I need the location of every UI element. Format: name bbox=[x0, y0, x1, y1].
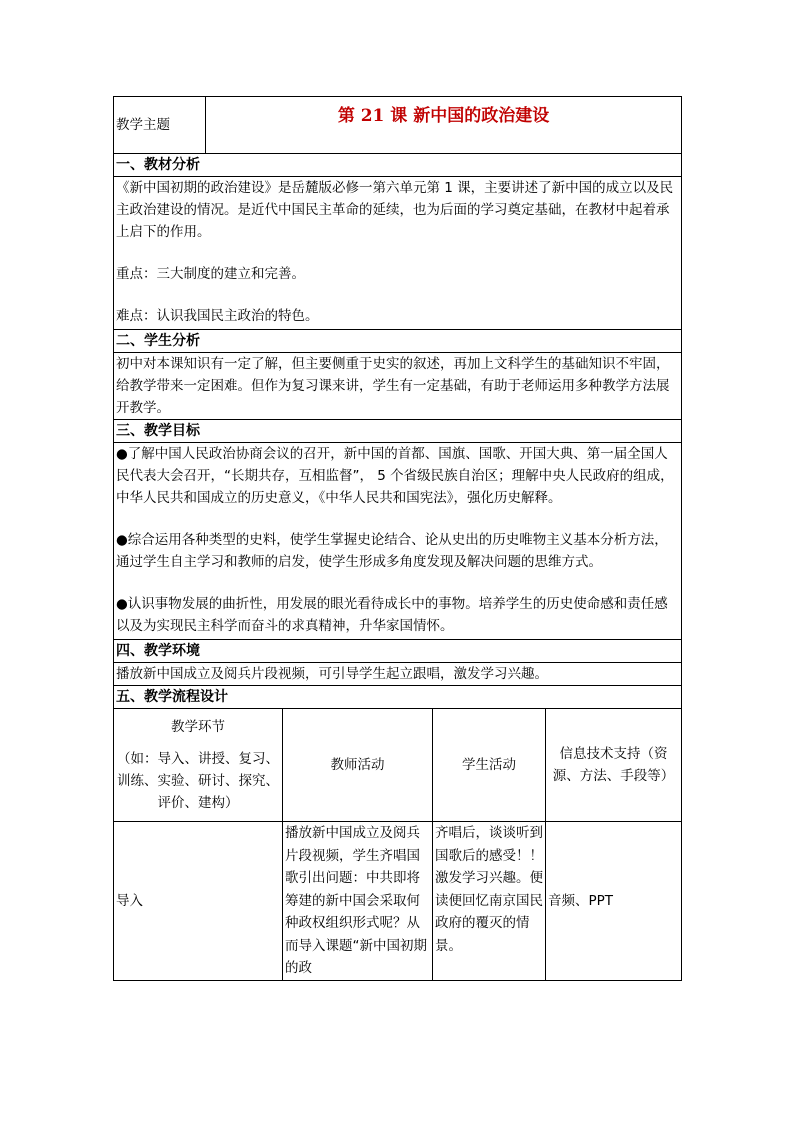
header-tech-support: 信息技术支持（资源、方法、手段等） bbox=[546, 709, 682, 822]
goal-2-text: ●综合运用各种类型的史料，使学生掌握史论结合、论从史出的历史唯物主义基本分析方法，通过学生自主学习和教师的启发，使学生形成多角度发现及解决问题的思维方式。 bbox=[116, 532, 668, 570]
title-row bbox=[114, 97, 682, 154]
section-5-title: 五、教学流程设计 bbox=[114, 686, 682, 709]
section-1-body-row bbox=[114, 177, 682, 330]
difficult-point-text: 难点：认识我国民主政治的特色。 bbox=[116, 308, 319, 324]
student-analysis-text: 初中对本课知识有一定了解，但主要侧重于史实的叙述，再加上文科学生的基础知识不牢固，给教学带来一定困难。但作为复习课来讲，学生有一定基础，有助于老师运用多种教学方法展开教学。 bbox=[114, 353, 682, 420]
section-2-title: 二、学生分析 bbox=[114, 330, 682, 353]
lesson-plan-table bbox=[113, 96, 682, 981]
step-cell: 导入 bbox=[114, 822, 283, 981]
lesson-title: 第 21 课 新中国的政治建设 bbox=[206, 97, 682, 154]
key-point-text: 重点：三大制度的建立和完善。 bbox=[116, 266, 305, 282]
student-activity-cell: 齐唱后，谈谈听到国歌后的感受！！激发学习兴趣。便读便回忆南京国民政府的覆灭的情景。 bbox=[433, 822, 546, 981]
section-3-header-row bbox=[114, 420, 682, 443]
flow-table-header-row bbox=[114, 709, 682, 822]
header-step-title: 教学环节 bbox=[171, 719, 225, 735]
section-2-header-row bbox=[114, 330, 682, 353]
goal-1-text: ●了解中国人民政治协商会议的召开，新中国的首都、国旗、国歌、开国大典、第一届全国人民代表大会召开，“长期共存，互相监督”， 5 个省级民族自治区；理解中央人民政府的组成，中华人民共和国成立的历史意义，《中华人民共和国宪法》，强化历史解释。 bbox=[116, 446, 674, 506]
section-1-header-row bbox=[114, 154, 682, 177]
section-4-body-row bbox=[114, 663, 682, 686]
section-5-header-row bbox=[114, 686, 682, 709]
header-step-note: （如：导入、讲授、复习、训练、实验、研讨、探究、评价、建构） bbox=[117, 751, 279, 811]
header-teaching-step bbox=[114, 709, 283, 822]
section-3-body bbox=[114, 443, 682, 640]
material-analysis-text: 《新中国初期的政治建设》是岳麓版必修一第六单元第 1 课，主要讲述了新中国的成立以及民主政治建设的情况。是近代中国民主革命的延续，也为后面的学习奠定基础，在教材中起着承上启下的作用。 bbox=[116, 180, 674, 240]
section-4-header-row bbox=[114, 640, 682, 663]
section-4-title: 四、教学环境 bbox=[114, 640, 682, 663]
tech-support-cell: 音频、PPT bbox=[546, 822, 682, 981]
goal-3-text: ●认识事物发展的曲折性，用发展的眼光看待成长中的事物。培养学生的历史使命感和责任感以及为实现民主科学而奋斗的求真精神，升华家国情怀。 bbox=[116, 596, 668, 634]
teacher-activity-cell: 播放新中国成立及阅兵片段视频，学生齐唱国歌引出问题：中共即将筹建的新中国会采取何种政权组织形式呢？从而导入课题“新中国初期的政 bbox=[283, 822, 433, 981]
topic-label: 教学主题 bbox=[114, 97, 206, 154]
section-1-title: 一、教材分析 bbox=[114, 154, 682, 177]
section-3-body-row bbox=[114, 443, 682, 640]
teaching-environment-text: 播放新中国成立及阅兵片段视频，可引导学生起立跟唱，激发学习兴趣。 bbox=[114, 663, 682, 686]
lesson-plan-document bbox=[113, 96, 681, 981]
section-1-body bbox=[114, 177, 682, 330]
section-3-title: 三、教学目标 bbox=[114, 420, 682, 443]
flow-table-row bbox=[114, 822, 682, 981]
section-2-body-row bbox=[114, 353, 682, 420]
header-teacher-activity: 教师活动 bbox=[283, 709, 433, 822]
header-student-activity: 学生活动 bbox=[433, 709, 546, 822]
